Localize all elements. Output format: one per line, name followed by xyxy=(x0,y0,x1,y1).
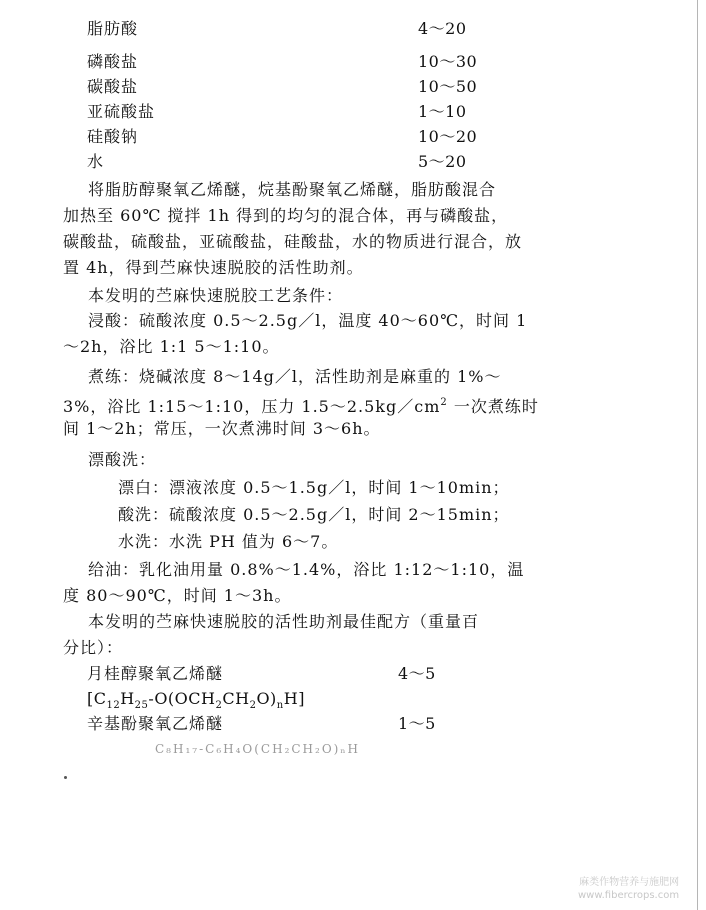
paragraph-line: 本发明的苎麻快速脱胶的活性助剂最佳配方（重量百 xyxy=(88,612,480,631)
table-row-range: 10～50 xyxy=(418,77,478,96)
table-row-name: 碳酸盐 xyxy=(87,77,139,96)
paragraph-line: 给油：乳化油用量 0.8%～1.4%，浴比 1:12～1:10，温 xyxy=(88,560,525,579)
paragraph-line: 度 80～90℃，时间 1～3h。 xyxy=(63,586,292,605)
formula-item-name: 月桂醇聚氧乙烯醚 xyxy=(87,664,224,683)
table-row-name: 磷酸盐 xyxy=(87,52,139,71)
scour-line2-text: 3%，浴比 1:15～1:10，压力 1.5～2.5kg／cm xyxy=(63,397,441,416)
structure-subscript: 12 xyxy=(106,700,121,711)
structure-subscript: 25 xyxy=(134,700,149,711)
scour-line2-tail: 一次煮练时 xyxy=(447,397,539,416)
paragraph-line: 碳酸盐，硫酸盐，亚硫酸盐，硅酸盐，水的物质进行混合，放 xyxy=(63,232,523,251)
structure-subscript: n xyxy=(276,700,284,711)
table-row-range: 4～20 xyxy=(418,19,467,38)
structure-part: CH xyxy=(222,689,250,708)
scan-speck xyxy=(64,776,67,779)
paragraph-line xyxy=(63,393,539,417)
water-wash-step: 水洗：水洗 PH 值为 6～7。 xyxy=(118,532,339,551)
process-title: 本发明的苎麻快速脱胶工艺条件： xyxy=(88,286,344,305)
table-row-range: 10～20 xyxy=(418,127,478,146)
structure-part: H xyxy=(120,689,135,708)
paragraph-line: 加热至 60℃ 搅拌 1h 得到的均匀的混合体，再与磷酸盐， xyxy=(63,206,509,225)
structure-part: O) xyxy=(256,689,277,708)
bleach-title: 漂酸洗： xyxy=(88,450,157,469)
watermark-url: www.fibercrops.com xyxy=(578,890,680,901)
watermark-title: 麻类作物营养与施肥网 xyxy=(579,877,680,888)
paragraph-line: 将脂肪醇聚氧乙烯醚，烷基酚聚氧乙烯醚，脂肪酸混合 xyxy=(88,180,497,199)
table-row-name: 脂肪酸 xyxy=(87,19,139,38)
formula-item-range: 1～5 xyxy=(398,714,436,733)
chemical-structure-faint: C₈H₁₇-C₆H₄O(CH₂CH₂O)ₙH xyxy=(155,742,361,756)
site-watermark xyxy=(578,876,679,902)
table-row-range: 1～10 xyxy=(418,102,467,121)
table-row-range: 5～20 xyxy=(418,152,467,171)
table-row-name: 水 xyxy=(87,152,105,171)
structure-part: -O(OCH xyxy=(148,689,216,708)
table-row-name: 亚硫酸盐 xyxy=(87,102,156,121)
acid-wash-step: 酸洗：硫酸浓度 0.5～2.5g／l，时间 2～15min； xyxy=(118,505,510,524)
formula-item-name: 辛基酚聚氧乙烯醚 xyxy=(87,714,224,733)
chemical-structure xyxy=(87,689,305,716)
paragraph-line: 置 4h，得到苎麻快速脱胶的活性助剂。 xyxy=(63,258,364,277)
formula-item-range: 4～5 xyxy=(398,664,436,683)
paragraph-line: 间 1～2h；常压，一次煮沸时间 3～6h。 xyxy=(63,419,381,438)
bleach-step: 漂白：漂液浓度 0.5～1.5g／l，时间 1～10min； xyxy=(118,478,510,497)
structure-subscript: 2 xyxy=(249,700,257,711)
paragraph-line: 煮练：烧碱浓度 8～14g／l，活性助剂是麻重的 1%～ xyxy=(88,367,502,386)
structure-part: [C xyxy=(87,689,107,708)
table-row-range: 10～30 xyxy=(418,52,478,71)
page-edge-rule xyxy=(697,0,698,910)
superscript: 2 xyxy=(440,397,448,408)
table-row-name: 硅酸钠 xyxy=(87,127,139,146)
structure-part: H] xyxy=(283,689,305,708)
paragraph-line: 分比）： xyxy=(63,638,124,657)
paragraph-line: 浸酸：硫酸浓度 0.5～2.5g／l，温度 40～60℃，时间 1 xyxy=(88,311,528,330)
paragraph-line: ～2h，浴比 1:1 5～1:10。 xyxy=(63,337,280,356)
structure-subscript: 2 xyxy=(215,700,223,711)
